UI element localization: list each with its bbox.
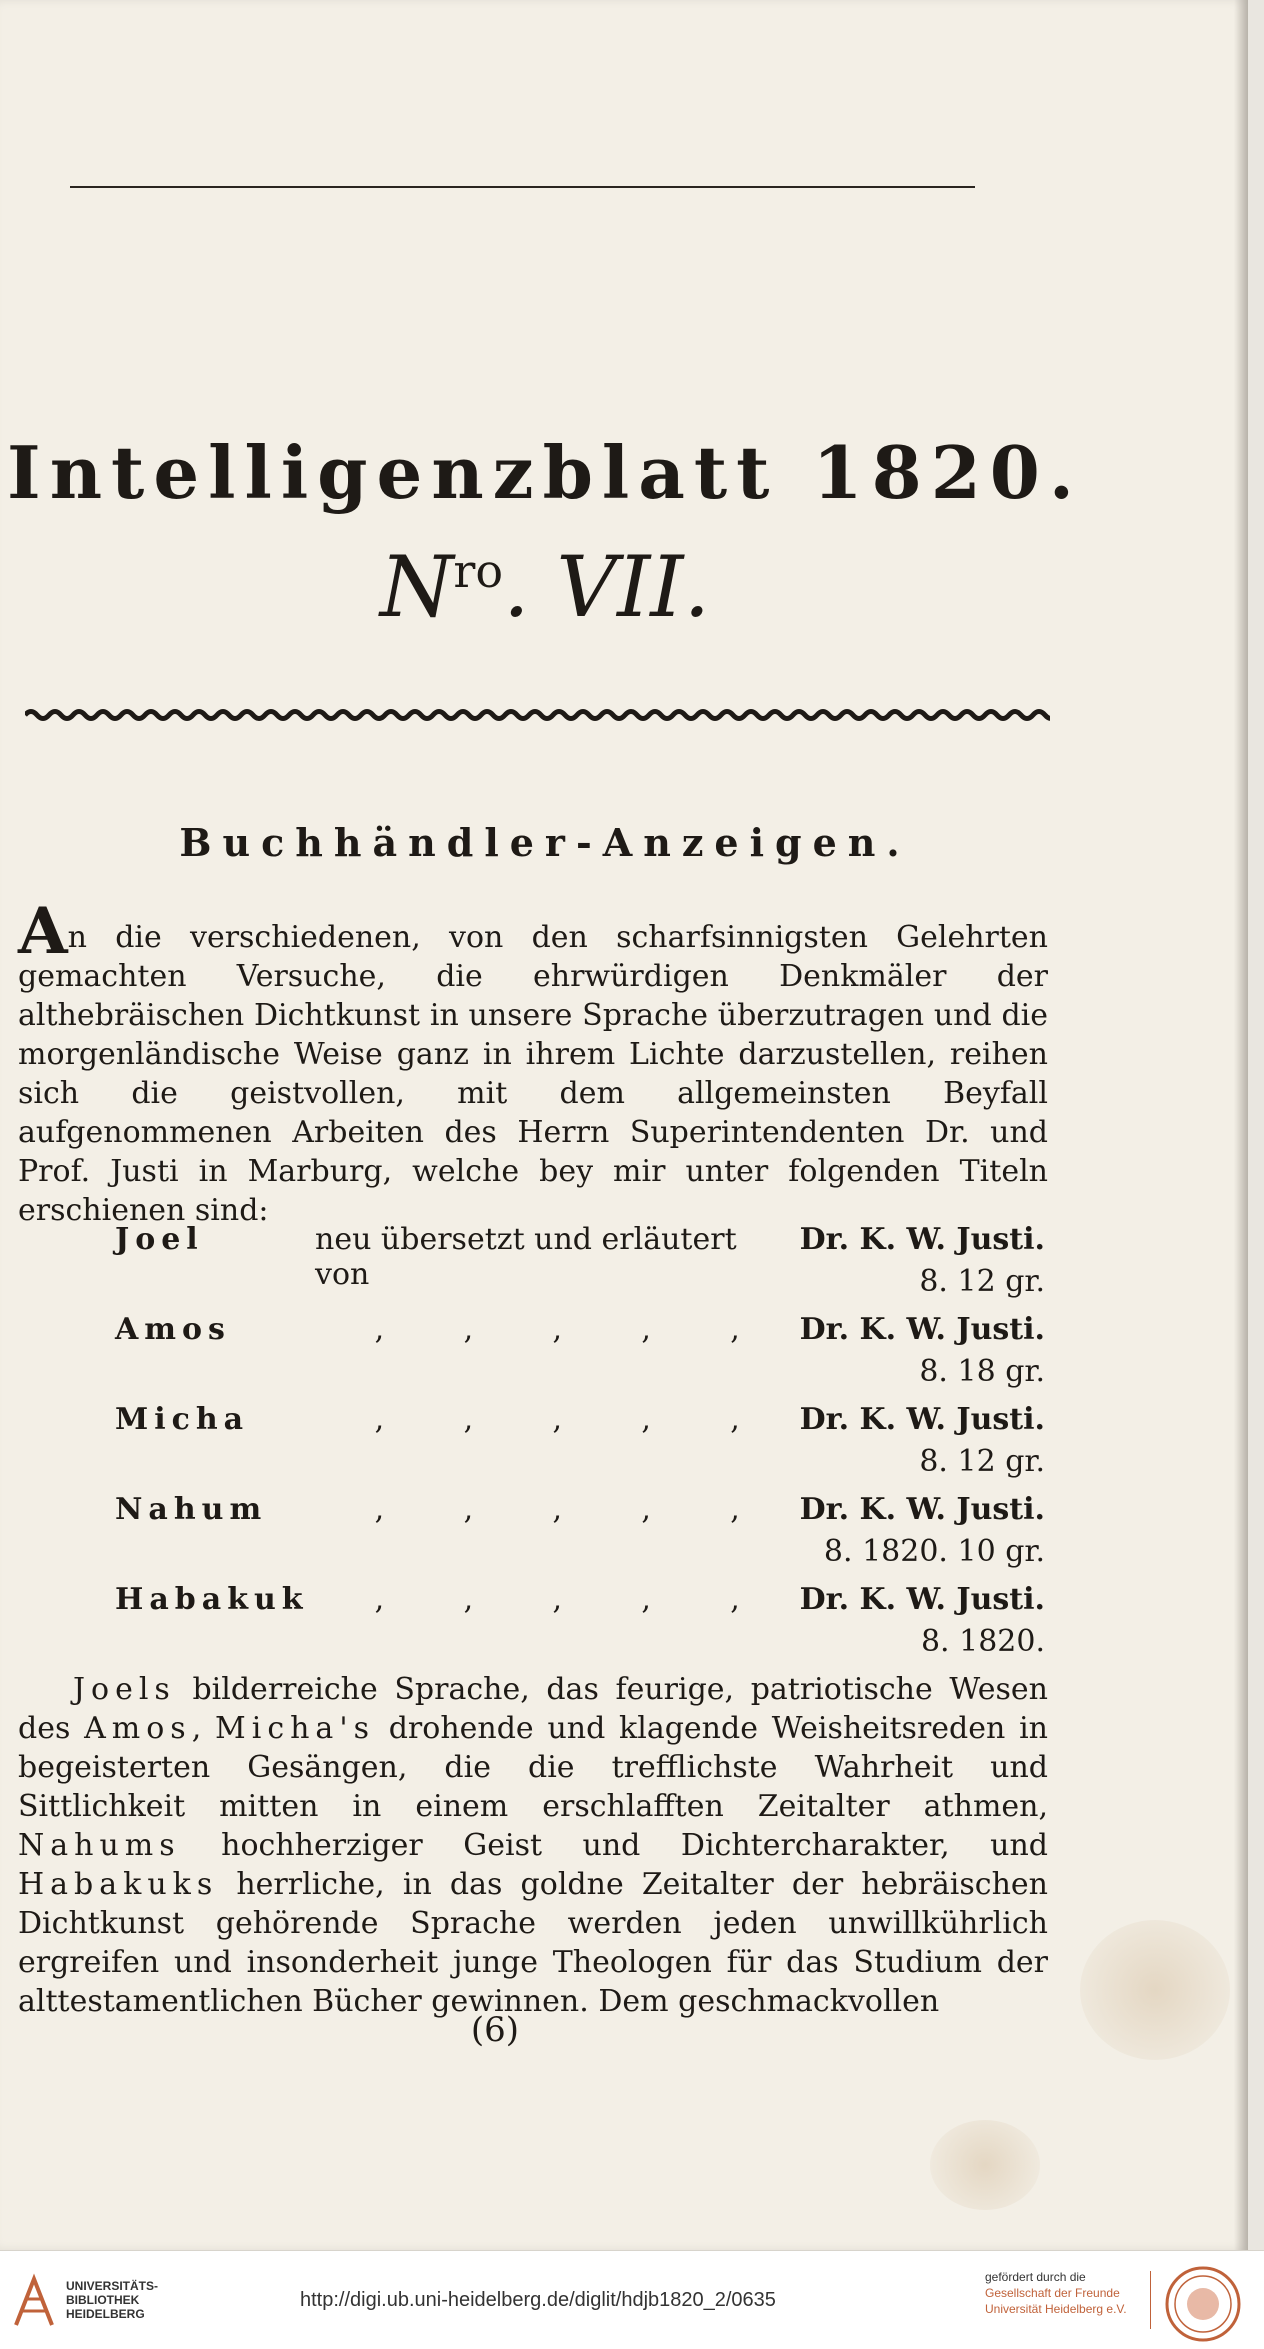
name-micha: Micha's bbox=[215, 1711, 375, 1746]
issue-number-numeral: . VII. bbox=[503, 538, 711, 636]
library-name[interactable]: UNIVERSITÄTS- BIBLIOTHEK HEIDELBERG bbox=[66, 2279, 159, 2321]
closing-text: hochherziger Geist und Dichtercharakter, und bbox=[180, 1828, 1048, 1863]
book-description: neu übersetzt und erläutert von bbox=[315, 1222, 737, 1292]
book-author: Dr. K. W. Justi. bbox=[799, 1312, 1045, 1347]
closing-text: bilderreiche Sprache, das feurige, patriotische Wesen des bbox=[18, 1672, 1048, 1746]
sponsor-label: gefördert durch die bbox=[985, 2270, 1086, 2284]
permalink-url[interactable]: http://digi.ub.uni-heidelberg.de/diglit/hdjb1820_2/0635 bbox=[300, 2289, 776, 2311]
paper-stain bbox=[930, 2120, 1040, 2210]
book-details: 8. 12 gr. bbox=[919, 1444, 1045, 1479]
book-entry bbox=[115, 1492, 1045, 1572]
book-details: 8. 1820. bbox=[920, 1624, 1045, 1659]
name-amos: Amos bbox=[84, 1711, 192, 1746]
closing-paragraph bbox=[18, 1670, 1048, 2021]
book-author: Dr. K. W. Justi. bbox=[799, 1402, 1045, 1437]
footer-divider bbox=[1150, 2271, 1151, 2329]
intro-text: n die verschiedenen, von den scharfsinnigsten Gelehrten gemachten Versuche, die ehrwürdigen Denkmäler der althebräischen Dichtkunst in unsere Sprache überzutragen und die morgenländische Weise ganz in ihrem Lichte darzustellen, reihen sich die geistvollen, mit dem allgemeinsten Beyfall aufgenommenen Arbeiten des Herrn Superintendenten Dr. und Prof. Justi in Marburg, welche bey mir unter folgenden Titeln erschienen sind: bbox=[18, 920, 1048, 1228]
drop-cap: A bbox=[18, 894, 68, 969]
book-author: Dr. K. W. Justi. bbox=[799, 1582, 1045, 1617]
university-library-logo-icon[interactable] bbox=[12, 2273, 56, 2329]
book-author: Dr. K. W. Justi. bbox=[799, 1222, 1045, 1257]
book-title: Amos bbox=[115, 1312, 231, 1347]
sponsor-info[interactable] bbox=[985, 2269, 1127, 2317]
ditto-marks: , , , , , bbox=[374, 1402, 740, 1437]
book-details: 8. 12 gr. bbox=[919, 1264, 1045, 1299]
closing-text: drohende und klagende Weisheitsreden in begeisterten Gesängen, die die trefflichste Wahrheit und Sittlichkeit mitten in einem erschlafften Zeitalter athmen, bbox=[18, 1711, 1049, 1824]
ditto-marks: , , , , , bbox=[374, 1582, 740, 1617]
wavy-divider bbox=[25, 706, 1050, 724]
viewer-footer bbox=[0, 2250, 1264, 2349]
name-nahums: Nahums bbox=[18, 1828, 181, 1863]
issue-number bbox=[0, 538, 1090, 636]
book-details: 8. 1820. 10 gr. bbox=[823, 1534, 1045, 1569]
section-heading: Buchhändler-Anzeigen. bbox=[179, 820, 911, 865]
book-title: Joel bbox=[115, 1222, 204, 1257]
issue-number-prefix: N bbox=[379, 538, 454, 636]
book-author: Dr. K. W. Justi. bbox=[799, 1492, 1045, 1527]
book-title: Habakuk bbox=[115, 1582, 309, 1617]
university-seal-icon[interactable] bbox=[1164, 2265, 1242, 2343]
page-title: Intelligenzblatt 1820. bbox=[7, 430, 1083, 515]
sponsor-org: Gesellschaft der Freunde bbox=[985, 2286, 1120, 2300]
issue-number-suffix: ro bbox=[453, 544, 504, 598]
top-rule bbox=[70, 186, 975, 188]
intro-paragraph bbox=[18, 894, 1048, 1230]
book-details: 8. 18 gr. bbox=[919, 1354, 1045, 1389]
book-title: Nahum bbox=[115, 1492, 268, 1527]
closing-text: , bbox=[191, 1711, 215, 1746]
book-entry bbox=[115, 1312, 1045, 1392]
sponsor-org: Universität Heidelberg e.V. bbox=[985, 2302, 1127, 2316]
book-entry bbox=[115, 1402, 1045, 1482]
book-entry bbox=[115, 1582, 1045, 1662]
book-title: Micha bbox=[115, 1402, 250, 1437]
name-joels: Joels bbox=[73, 1672, 176, 1707]
name-habakuks: Habakuks bbox=[18, 1867, 219, 1902]
ditto-marks: , , , , , bbox=[374, 1312, 740, 1347]
ditto-marks: , , , , , bbox=[374, 1492, 740, 1527]
page-number: (6) bbox=[470, 2010, 520, 2050]
closing-text: herrliche, in das goldne Zeitalter der hebräischen Dichtkunst gehörende Sprache werden jeden unwillkührlich ergreifen und insonderheit junge Theologen für das Studium der alttestamentlichen Bücher gewinnen. Dem geschmackvollen bbox=[18, 1867, 1048, 2019]
book-entry bbox=[115, 1222, 1045, 1302]
